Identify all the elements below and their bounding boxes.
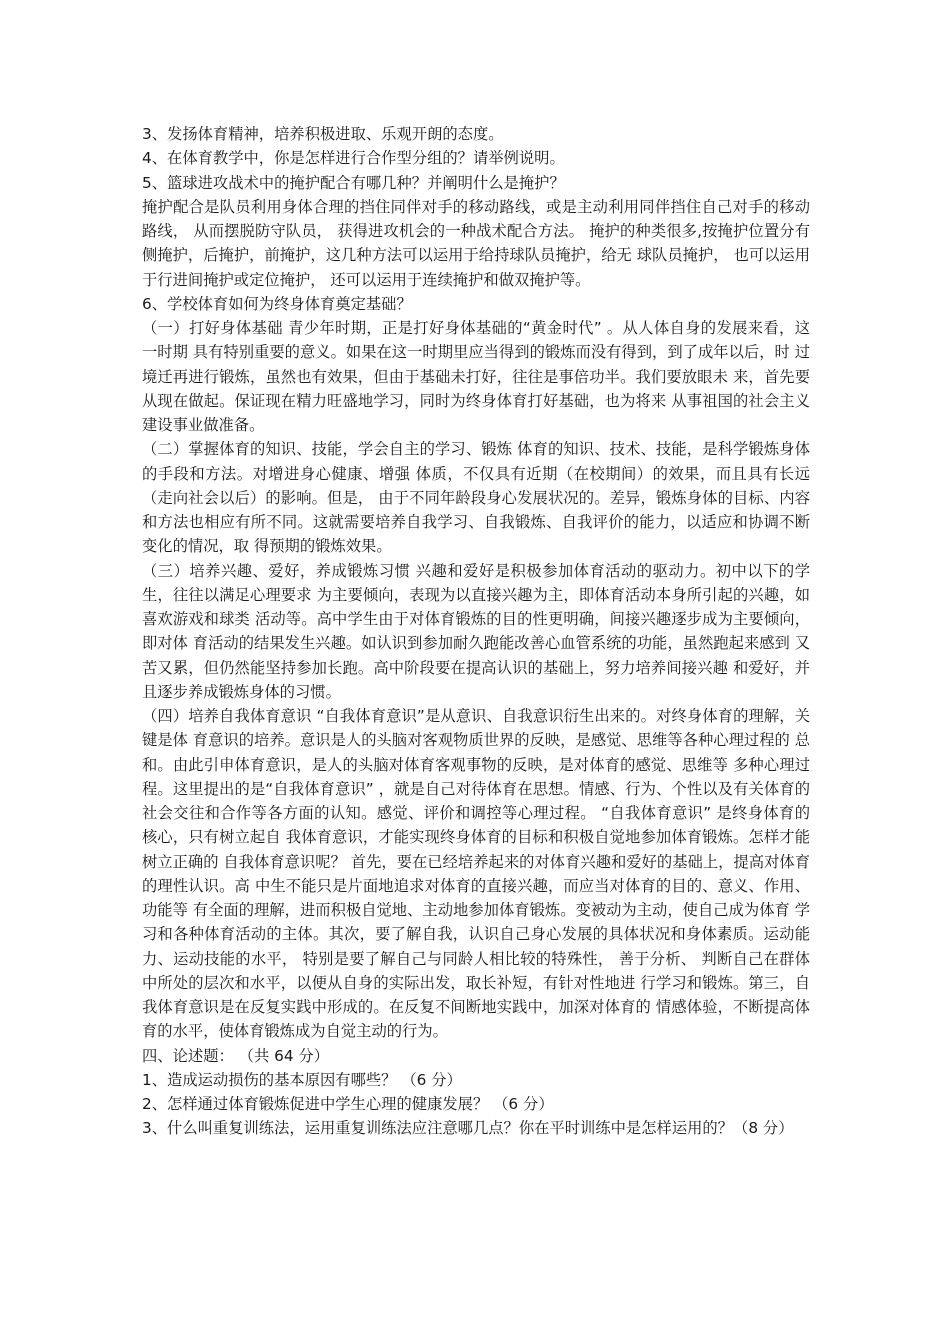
- answer-6-section-2: （二）掌握体育的知识、技能，学会自主的学习、锻炼 体育的知识、技术、技能，是科学锻炼身体的手段和方法。对增进身心健康、增强 体质，不仅具有近期（在校期间）的效果，而且具有长远（走向社会以后）的影响。但是， 由于不同年龄段身心发展状况的。差异，锻炼身体的目标、内容和方法也相应有所不同。这就需要培养自我学习、自我锻炼、自我评价的能力，以适应和协调不断变化的情况，取 得预期的锻炼效果。: [142, 440, 810, 556]
- document-body: [142, 122, 810, 1141]
- essay-question-2: 2、怎样通过体育锻炼促进中学生心理的健康发展？ （6 分）: [142, 1095, 554, 1113]
- question-4: 4、在体育教学中，你是怎样进行合作型分组的？请举例说明。: [142, 149, 565, 168]
- answer-6-section-3: （三）培养兴趣、爱好，养成锻炼习惯 兴趣和爱好是积极参加体育活动的驱动力。初中以下的学生，往往以满足心理要求 为主要倾向，表现为以直接兴趣为主，即体育活动本身所引起的兴趣，如喜欢游戏和球类 活动等。高中学生由于对体育锻炼的目的性更明确，间接兴趣逐步成为主要倾向，即对体 育活动的结果发生兴趣。如认识到参加耐久跑能改善心血管系统的功能，虽然跑起来感到 又苦又累，但仍然能坚持参加长跑。高中阶段要在提高认识的基础上，努力培养间接兴趣 和爱好，并且逐步养成锻炼身体的习惯。: [142, 561, 810, 701]
- list-item: 3、发扬体育精神，培养积极进取、乐观开朗的态度。: [142, 125, 504, 143]
- answer-5-paragraph: 掩护配合是队员利用身体合理的挡住同伴对手的移动路线，或是主动利用同伴挡住自己对手的移动路线， 从而摆脱防守队员， 获得进攻机会的一种战术配合方法。 掩护的种类很多,按掩护位置分有侧掩护，后掩护，前掩护，这几种方法可以运用于给持球队员掩护，给无 球队员掩护， 也可以运用于行进间掩护或定位掩护， 还可以运用于连续掩护和做双掩护等。: [142, 197, 810, 289]
- question-5: 5、篮球进攻战术中的掩护配合有哪几种？并阐明什么是掩护？: [142, 173, 565, 192]
- essay-question-1: 1、造成运动损伤的基本原因有哪些？ （6 分）: [142, 1070, 462, 1089]
- question-6: 6、学校体育如何为终身体育奠定基础？: [142, 294, 412, 313]
- section-heading-essay: 四、论述题： （共 64 分）: [142, 1046, 330, 1065]
- essay-question-3: 3、什么叫重复训练法，运用重复训练法应注意哪几点？你在平时训练中是怎样运用的？（8 分）: [142, 1119, 794, 1138]
- answer-6-section-1: （一）打好身体基础 青少年时期，正是打好身体基础的“黄金时代” 。从人体自身的发展来看，这一时期 具有特别重要的意义。如果在这一时期里应当得到的锻炼而没有得到，到了成年以后，时 过境迁再进行锻炼，虽然也有效果，但由于基础未打好，往往是事倍功半。我们要放眼未 来，首先要从现在做起。保证现在精力旺盛地学习，同时为终身体育打好基础，也为将来 从事祖国的社会主义建设事业做准备。: [142, 319, 810, 434]
- answer-6-section-4: （四）培养自我体育意识 “自我体育意识”是从意识、自我意识衍生出来的。对终身体育的理解，关键是体 育意识的培养。意识是人的头脑对客观物质世界的反映，是感觉、思维等各种心理过程的 总和。由此引申体育意识，是人的头脑对体育客观事物的反映，是对体育的感觉、思维等 多种心理过程。这里提出的是“自我体育意识” ，就是自己对待体育在思想。情感、行为、个性以及有关体育的社会交往和合作等各方面的认知。感觉、评价和调控等心理过程。 “自我体育意识” 是终身体育的核心，只有树立起自 我体育意识，才能实现终身体育的目标和积极自觉地参加体育锻炼。怎样才能树立正确的 自我体育意识呢？ 首先，要在已经培养起来的对体育兴趣和爱好的基础上，提高对体育的理性认识。高 中生不能只是片面地追求对体育的直接兴趣，而应当对体育的目的、意义、作用、功能等 有全面的理解，进而积极自觉地、主动地参加体育锻炼。变被动为主动，使自己成为体育 学习和各种体育活动的主体。其次，要了解自我，认识自己身心发展的具体状况和身体素质。运动能力、运动技能的水平， 特别是要了解自己与同龄人相比较的特殊性， 善于分析、 判断自己在群体中所处的层次和水平，以便从自身的实际出发，取长补短，有针对性地进 行学习和锻炼。第三，自我体育意识是在反复实践中形成的。在反复不间断地实践中，加深对体育的 情感体验，不断提高体育的水平，使体育锻炼成为自觉主动的行为。: [142, 707, 810, 1041]
